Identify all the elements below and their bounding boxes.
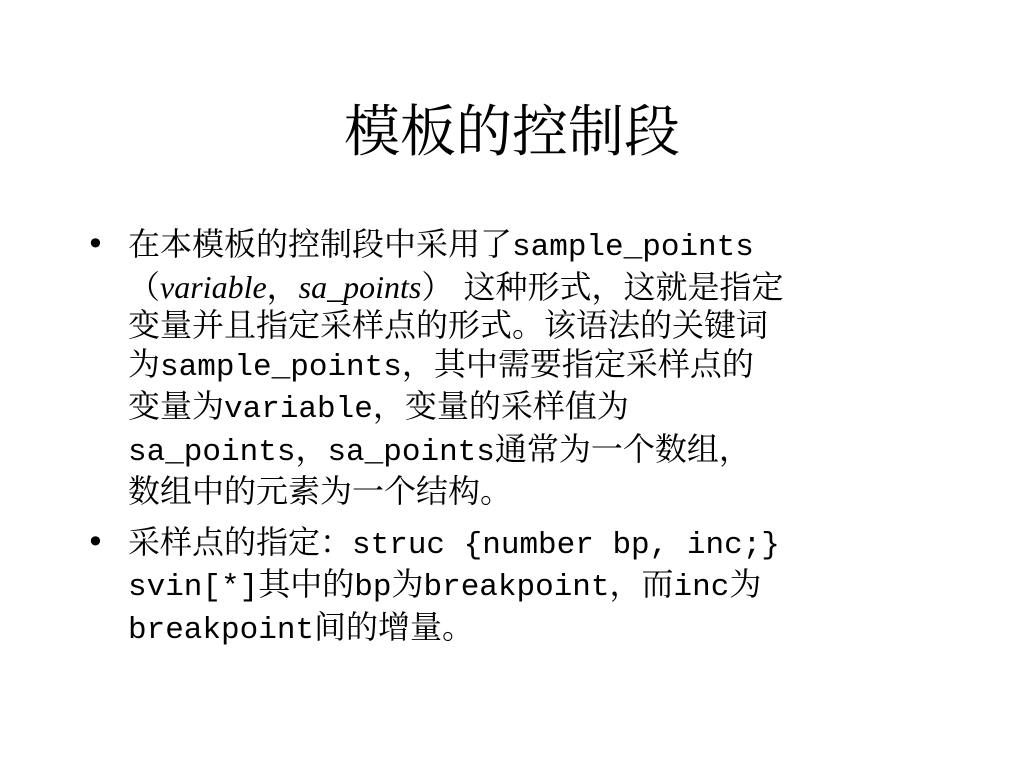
code-text: sample_points	[160, 349, 402, 385]
text: 变量并且指定采样点的形式。该语法的关键词	[128, 306, 769, 344]
bullet1-line-6	[128, 430, 962, 473]
bullet1-line-2	[128, 268, 962, 307]
text: 间的增量。	[314, 607, 475, 646]
bullet-item-2	[82, 523, 962, 651]
bullet1-line-4	[128, 345, 962, 388]
bullet2-line-2	[128, 565, 962, 608]
bullet1-line-5	[128, 387, 962, 430]
text: ，	[266, 267, 299, 306]
text: 这种形式，这就是指定	[453, 267, 784, 306]
text: ，而	[609, 565, 674, 603]
italic-text: variable	[160, 268, 267, 305]
bullet2-line-3	[128, 608, 962, 651]
text: ，其中需要指定采样点的	[401, 344, 754, 383]
text: 其中的	[258, 565, 355, 603]
code-text: breakpoint	[128, 612, 315, 648]
italic-text: sa_points	[298, 268, 422, 305]
text: 在本模板的控制段中采用了	[128, 225, 513, 263]
text: 数组中的元素为一个结构。	[128, 472, 513, 510]
text: ，	[295, 429, 328, 468]
bullet-item-1	[82, 225, 962, 511]
bullet1-line-3	[128, 306, 962, 345]
code-text: sa_points	[128, 434, 296, 470]
code-text: sample_points	[512, 230, 754, 265]
text: 通常为一个数组，	[494, 429, 751, 468]
code-text: struc {number bp, inc;}	[352, 527, 780, 563]
bullet1-line-1	[128, 225, 962, 268]
text: ，变量的采样值为	[372, 387, 629, 425]
code-text: svin[*]	[128, 570, 259, 605]
bullet-marker-2: •	[86, 522, 105, 561]
text: 为	[128, 344, 161, 383]
text: 为	[391, 565, 424, 603]
text: （	[128, 267, 161, 306]
slide-title: 模板的控制段	[344, 100, 680, 165]
text: ）	[421, 267, 454, 306]
bullet1-line-7	[128, 472, 962, 511]
code-text: variable	[224, 392, 373, 427]
bullet-marker-1: •	[86, 225, 105, 263]
code-text: inc	[673, 570, 730, 605]
code-text: breakpoint	[423, 570, 610, 605]
text: 为	[729, 565, 762, 603]
code-text: sa_points	[327, 434, 495, 470]
text: 变量为	[128, 387, 225, 425]
bullet2-line-1	[128, 523, 962, 566]
bullet-list	[82, 225, 962, 662]
text: 采样点的指定：	[128, 522, 353, 561]
code-text: bp	[354, 570, 392, 605]
